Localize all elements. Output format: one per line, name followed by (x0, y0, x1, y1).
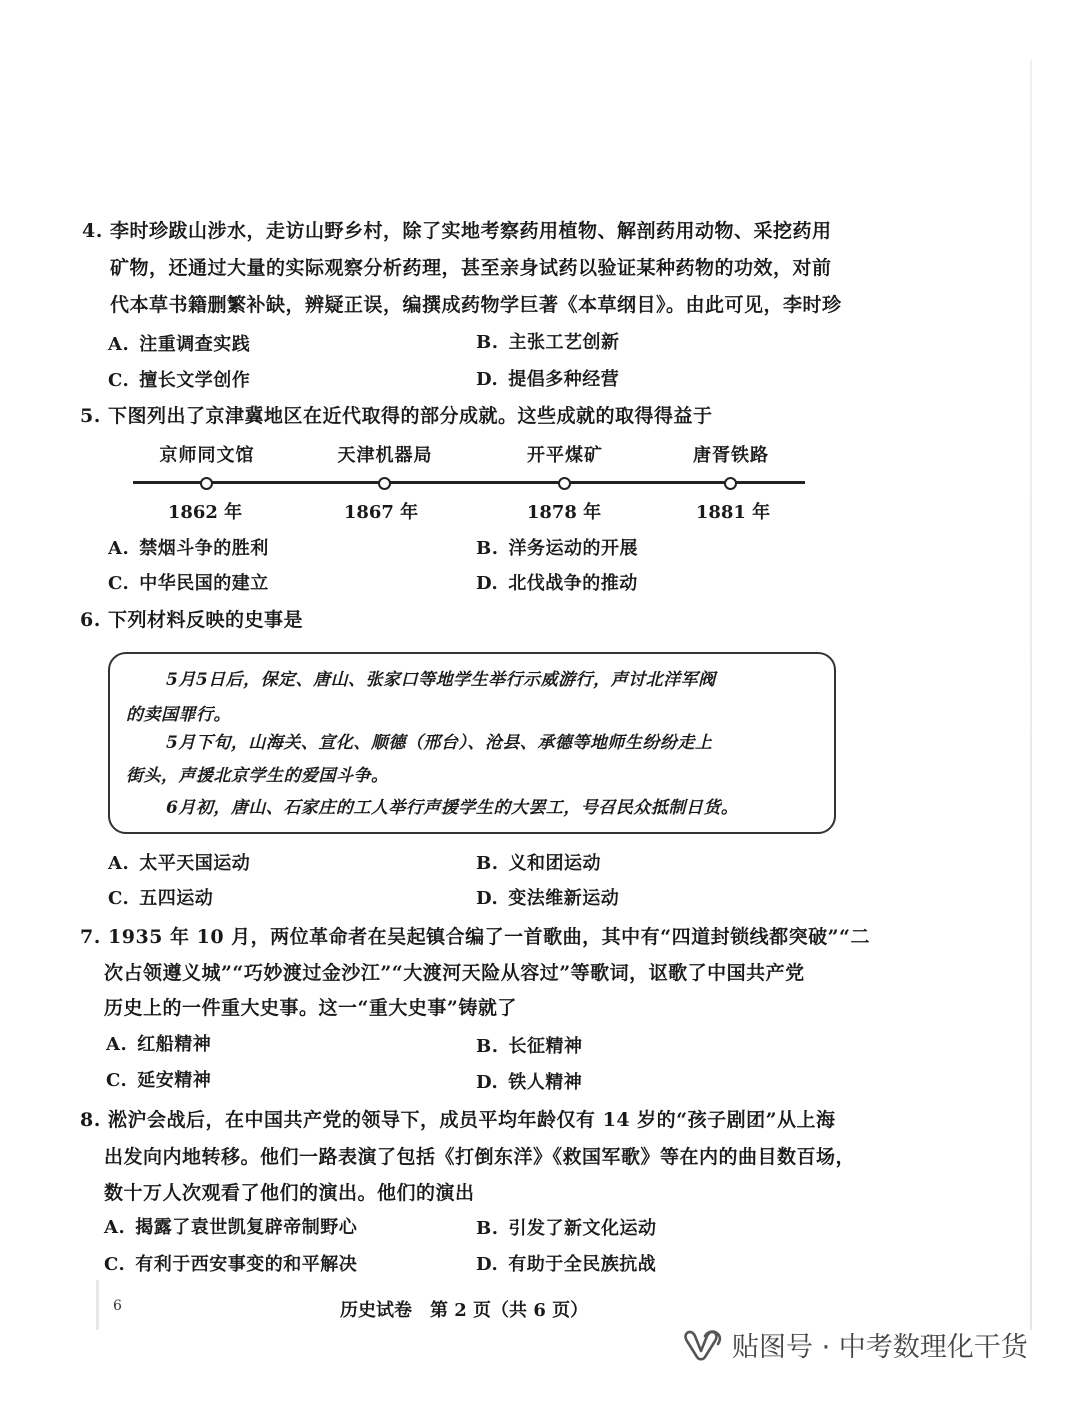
question-7-line-1: 7. 1935 年 10 月，两位革命者在吴起镇合编了一首歌曲，其中有“四道封锁线都突破”“二 (80, 923, 870, 951)
question-5-stem: 5. 下图列出了京津冀地区在近代取得的部分成就。这些成就的取得得益于 (80, 402, 713, 430)
timeline-label: 唐胥铁路 (693, 445, 769, 466)
question-6-stem: 6. 下列材料反映的史事是 (80, 606, 303, 634)
option-d[interactable]: D. 北伐战争的推动 (476, 573, 638, 594)
timeline-year: 1881 年 (695, 502, 771, 523)
question-number: 8. (80, 1109, 101, 1131)
scan-edge (96, 1280, 99, 1330)
page-footer: 历史试卷 第 2 页（共 6 页） (340, 1300, 589, 1321)
timeline-label: 京师同文馆 (159, 445, 255, 466)
option-c[interactable]: C. 延安精神 (106, 1070, 212, 1091)
question-4-line-2: 矿物，还通过大量的实际观察分析药理，甚至亲身试药以验证某种药物的功效，对前 (110, 257, 832, 279)
question-number: 5. (80, 405, 101, 427)
question-7-line-3: 历史上的一件重大史事。这一“重大史事”铸就了 (104, 997, 517, 1019)
option-a[interactable]: A. 太平天国运动 (108, 853, 251, 874)
option-b[interactable]: B. 长征精神 (476, 1036, 583, 1057)
material-line: 的卖国罪行。 (126, 705, 231, 725)
timeline-node (724, 477, 737, 490)
question-number: 4. (82, 220, 103, 242)
option-d[interactable]: D. 提倡多种经营 (476, 369, 620, 390)
watermark-text: 贴图号 · 中考数理化干货 (732, 1331, 1028, 1363)
option-c[interactable]: C. 五四运动 (108, 888, 214, 909)
timeline-node (378, 477, 391, 490)
timeline-year: 1867 年 (343, 502, 419, 523)
option-b[interactable]: B. 义和团运动 (476, 853, 601, 874)
question-4-line-3: 代本草书籍删繁补缺，辨疑正误，编撰成药物学巨著《本草纲目》。由此可见，李时珍 (110, 294, 842, 316)
option-c[interactable]: C. 有利于西安事变的和平解决 (104, 1254, 358, 1275)
option-a[interactable]: A. 红船精神 (106, 1034, 212, 1055)
watermark (684, 1324, 1028, 1364)
timeline-year: 1862 年 (167, 502, 243, 523)
scan-edge (1030, 60, 1032, 1330)
option-a[interactable]: A. 揭露了袁世凯复辟帝制野心 (104, 1217, 358, 1238)
option-a[interactable]: A. 注重调查实践 (108, 334, 251, 355)
footer-mark: 6 (113, 1298, 122, 1314)
timeline-node (558, 477, 571, 490)
option-d[interactable]: D. 变法维新运动 (476, 888, 620, 909)
wechat-channel-icon (684, 1327, 722, 1361)
option-b[interactable]: B. 主张工艺创新 (476, 332, 620, 353)
material-line: 街头，声援北京学生的爱国斗争。 (126, 766, 389, 786)
question-7-line-2: 次占领遵义城”“巧妙渡过金沙江”“大渡河天险从容过”等歌词，讴歌了中国共产党 (104, 962, 805, 984)
timeline-axis (133, 481, 805, 484)
question-4-line-1: 4. 李时珍跋山涉水，走访山野乡村，除了实地考察药用植物、解剖药用动物、采挖药用 (82, 217, 832, 245)
option-b[interactable]: B. 引发了新文化运动 (476, 1218, 657, 1239)
question-number: 6. (80, 609, 101, 631)
material-line: 6月初，唐山、石家庄的工人举行声援学生的大罢工，号召民众抵制日货。 (166, 798, 739, 818)
option-d[interactable]: D. 铁人精神 (476, 1072, 583, 1093)
question-8-line-1: 8. 淞沪会战后，在中国共产党的领导下，成员平均年龄仅有 14 岁的“孩子剧团”从上海 (80, 1106, 836, 1134)
question-8-line-2: 出发向内地转移。他们一路表演了包括《打倒东洋》《救国军歌》等在内的曲目数百场， (104, 1146, 856, 1168)
question-8-line-3: 数十万人次观看了他们的演出。他们的演出 (104, 1182, 475, 1204)
option-b[interactable]: B. 洋务运动的开展 (476, 538, 638, 559)
question-number: 7. (80, 926, 101, 948)
option-c[interactable]: C. 擅长文学创作 (108, 370, 251, 391)
timeline-year: 1878 年 (526, 502, 602, 523)
option-d[interactable]: D. 有助于全民族抗战 (476, 1254, 657, 1275)
material-line: 5月下旬，山海关、宣化、顺德（邢台）、沧县、承德等地师生纷纷走上 (166, 733, 713, 753)
timeline-label: 天津机器局 (337, 445, 433, 466)
material-line: 5月5日后，保定、唐山、张家口等地学生举行示威游行，声讨北洋军阀 (166, 670, 716, 690)
timeline-label: 开平煤矿 (527, 445, 603, 466)
timeline-node (200, 477, 213, 490)
option-c[interactable]: C. 中华民国的建立 (108, 573, 269, 594)
option-a[interactable]: A. 禁烟斗争的胜利 (108, 538, 269, 559)
